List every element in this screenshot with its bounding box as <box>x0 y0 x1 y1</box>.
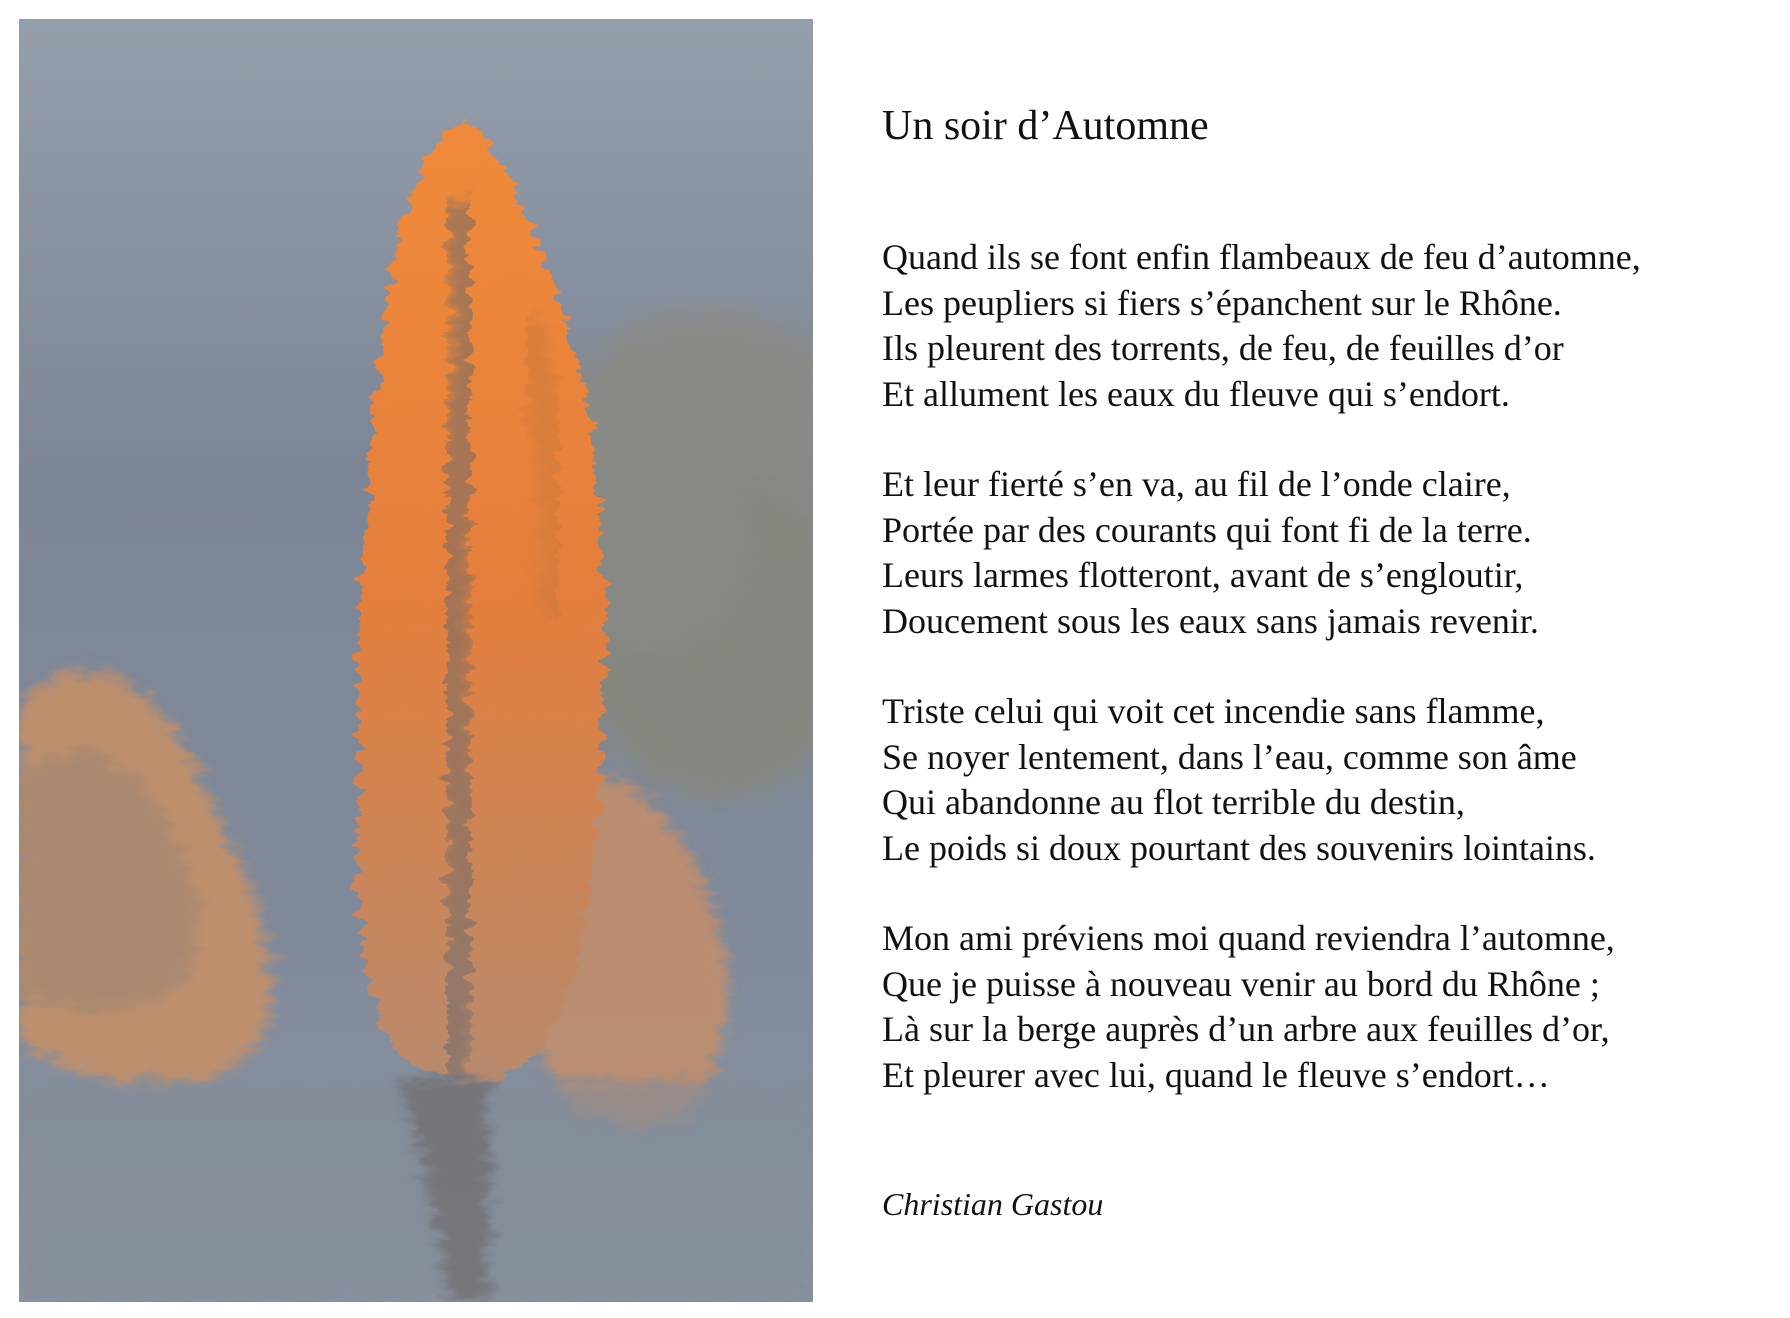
poplar-painting <box>19 19 813 1302</box>
poem-line: Le poids si doux pourtant des souvenirs lointains. <box>882 827 1596 868</box>
poem-body <box>882 235 1772 1098</box>
poem-line: Ils pleurent des torrents, de feu, de feuilles d’or <box>882 328 1564 368</box>
poem-line: Triste celui qui voit cet incendie sans flamme, <box>882 691 1545 731</box>
poem-line: Et pleurer avec lui, quand le fleuve s’endort… <box>882 1054 1550 1095</box>
author-signature: Christian Gastou <box>882 1186 1104 1222</box>
stanza-2 <box>882 462 1772 644</box>
poem-line: Qui abandonne au flot terrible du destin, <box>882 782 1465 822</box>
poem-line: Là sur la berge auprès d’un arbre aux feuilles d’or, <box>882 1009 1610 1049</box>
poem-column <box>882 96 1772 1143</box>
poem-line: Quand ils se font enfin flambeaux de feu d’automne, <box>882 237 1641 277</box>
poem-line: Mon ami préviens moi quand reviendra l’automne, <box>882 918 1615 958</box>
poplar-painting-art <box>19 19 813 1302</box>
poem-line: Portée par des courants qui font fi de la terre. <box>882 509 1532 550</box>
poem-line: Que je puisse à nouveau venir au bord du Rhône ; <box>882 963 1600 1004</box>
poem-title: Un soir d’Automne <box>882 103 1209 149</box>
poem-line: Doucement sous les eaux sans jamais revenir. <box>882 600 1539 641</box>
poem-line: Les peupliers si fiers s’épanchent sur le Rhône. <box>882 282 1562 323</box>
stanza-1 <box>882 235 1772 417</box>
poem-line: Et allument les eaux du fleuve qui s’endort. <box>882 373 1510 414</box>
poem-line: Et leur fierté s’en va, au fil de l’onde claire, <box>882 464 1511 504</box>
poem-line: Se noyer lentement, dans l’eau, comme son âme <box>882 736 1577 777</box>
stanza-3 <box>882 689 1772 871</box>
stanza-4 <box>882 916 1772 1098</box>
poem-line: Leurs larmes flotteront, avant de s’engloutir, <box>882 555 1524 595</box>
